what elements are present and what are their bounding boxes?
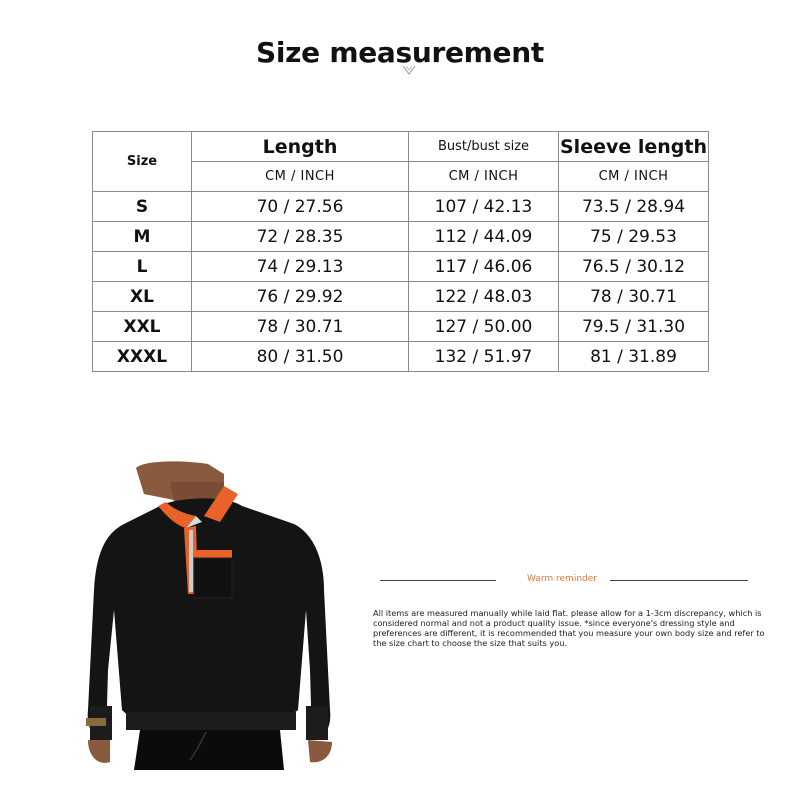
sleeve-cell: 73.5 / 28.94 bbox=[559, 192, 709, 222]
divider bbox=[380, 580, 496, 581]
warm-reminder-heading bbox=[380, 572, 748, 590]
length-cell: 72 / 28.35 bbox=[192, 222, 409, 252]
size-cell: M bbox=[93, 222, 192, 252]
length-cell: 78 / 30.71 bbox=[192, 312, 409, 342]
bust-cell: 107 / 42.13 bbox=[409, 192, 559, 222]
table-row bbox=[93, 312, 709, 342]
bust-cell: 132 / 51.97 bbox=[409, 342, 559, 372]
size-column-header: Size bbox=[93, 132, 192, 192]
bust-unit-header: CM / INCH bbox=[409, 162, 559, 192]
length-column-header: Length bbox=[192, 132, 409, 162]
size-cell: L bbox=[93, 252, 192, 282]
size-cell: XL bbox=[93, 282, 192, 312]
table-row bbox=[93, 282, 709, 312]
page-title: Size measurement bbox=[256, 36, 544, 69]
size-cell: S bbox=[93, 192, 192, 222]
sleeve-cell: 81 / 31.89 bbox=[559, 342, 709, 372]
length-cell: 80 / 31.50 bbox=[192, 342, 409, 372]
measurement-note: All items are measured manually while laid flat. please allow for a 1-3cm discrepancy, which is considered normal and not a product quality issue. *since everyone's dressing style and preferences are different, it is recommended that you measure your own body size and refer to the size chart to choose the size that suits you. bbox=[373, 608, 765, 648]
sleeve-column-header: Sleeve length bbox=[559, 132, 709, 162]
sleeve-cell: 75 / 29.53 bbox=[559, 222, 709, 252]
table-row bbox=[93, 192, 709, 222]
size-chart-table bbox=[92, 131, 709, 372]
sleeve-cell: 78 / 30.71 bbox=[559, 282, 709, 312]
bust-cell: 112 / 44.09 bbox=[409, 222, 559, 252]
chevron-down-icon bbox=[402, 63, 416, 77]
bust-cell: 127 / 50.00 bbox=[409, 312, 559, 342]
divider bbox=[610, 580, 748, 581]
length-cell: 76 / 29.92 bbox=[192, 282, 409, 312]
bust-cell: 122 / 48.03 bbox=[409, 282, 559, 312]
product-model-image bbox=[74, 460, 344, 770]
table-row bbox=[93, 252, 709, 282]
bust-column-header: Bust/bust size bbox=[409, 132, 559, 162]
sleeve-cell: 79.5 / 31.30 bbox=[559, 312, 709, 342]
bust-cell: 117 / 46.06 bbox=[409, 252, 559, 282]
sleeve-cell: 76.5 / 30.12 bbox=[559, 252, 709, 282]
table-row bbox=[93, 342, 709, 372]
size-cell: XXL bbox=[93, 312, 192, 342]
sleeve-unit-header: CM / INCH bbox=[559, 162, 709, 192]
table-row bbox=[93, 222, 709, 252]
length-unit-header: CM / INCH bbox=[192, 162, 409, 192]
length-cell: 74 / 29.13 bbox=[192, 252, 409, 282]
size-cell: XXXL bbox=[93, 342, 192, 372]
warm-reminder-label: Warm reminder bbox=[527, 574, 597, 584]
length-cell: 70 / 27.56 bbox=[192, 192, 409, 222]
